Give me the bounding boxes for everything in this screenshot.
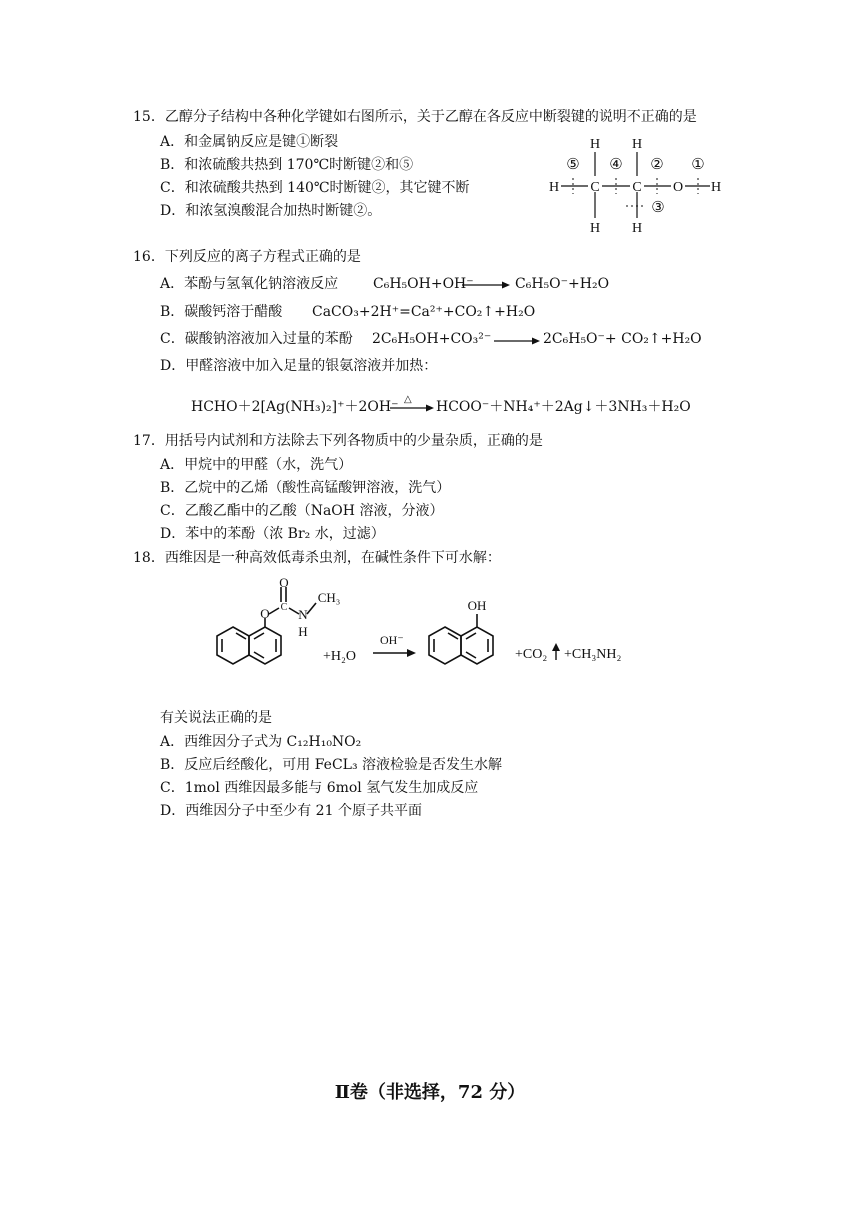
q16-option-b-eq: CaCO₃+2H⁺=Ca²⁺+CO₂↑+H₂O (312, 304, 536, 320)
reactant-carbonyl-oxygen: O (279, 578, 289, 590)
bond-label-3: ③ (651, 200, 665, 216)
product-naphthol-ring (429, 614, 493, 664)
q16-option-c-left: 2C₆H₅OH+CO₃²⁻ (372, 331, 492, 347)
reactant-carbonyl-carbon: C (280, 602, 288, 613)
atom-h-top-2: H (631, 137, 643, 152)
q16-option-c-right: 2C₆H₅O⁻+ CO₂↑+H₂O (543, 331, 702, 347)
q16-option-d-left: HCHO＋2[Ag(NH₃)₂]⁺＋2OH⁻ (191, 399, 399, 415)
atom-c-2: C (632, 180, 642, 195)
atom-h-right: H (710, 180, 722, 195)
atom-h-left: H (548, 180, 560, 195)
q18-option-b: B．反应后经酸化，可用 FeCL₃ 溶液检验是否发生水解 (160, 757, 503, 773)
reactant-nh-hydrogen: H (298, 624, 308, 639)
bond-label-2: ② (650, 157, 664, 173)
section-title: Ⅱ卷（非选择，72 分） (334, 1082, 526, 1103)
bond-label-5: ⑤ (566, 157, 580, 173)
q16-option-a-left: C₆H₅OH+OH⁻ (373, 276, 474, 292)
q16-option-b-text: B．碳酸钙溶于醋酸 (160, 304, 283, 320)
q18-option-a: A．西维因分子式为 C₁₂H₁₀NO₂ (160, 734, 362, 750)
q16-c-arrow (494, 336, 540, 346)
atom-c-1: C (590, 180, 600, 195)
q15-option-d: D．和浓氢溴酸混合加热时断键②。 (160, 203, 382, 219)
product-co2: +CO₂ (515, 647, 548, 662)
q15-option-c: C．和浓硫酸共热到 140℃时断键②，其它键不断 (160, 180, 470, 196)
reactant-nitrogen: N (298, 607, 308, 622)
carbaryl-hydrolysis-reaction (195, 578, 655, 693)
q16-option-c-text: C．碳酸钠溶液加入过量的苯酚 (160, 331, 353, 347)
q16-option-a-text: A．苯酚与氢氧化钠溶液反应 (160, 276, 339, 292)
bond-label-1: ① (691, 157, 705, 173)
q17-option-a: A．甲烷中的甲醛（水，洗气） (160, 457, 353, 473)
q16-d-arrow (390, 403, 434, 413)
hydroxide-catalyst: OH⁻ (380, 633, 404, 647)
q15-option-b: B．和浓硫酸共热到 170℃时断键②和⑤ (160, 157, 414, 173)
q18-stem: 18．西维因是一种高效低毒杀虫剂，在碱性条件下可水解： (133, 550, 501, 566)
plus-water: +H₂O (323, 649, 356, 664)
q18-option-d: D．西维因分子中至少有 21 个原子共平面 (160, 803, 422, 819)
reactant-methyl: CH₃ (317, 590, 341, 605)
q18-intro: 有关说法正确的是 (160, 710, 272, 726)
atom-o: O (672, 180, 684, 195)
atom-h-top-1: H (589, 137, 601, 152)
atom-h-bottom-2: H (631, 221, 643, 236)
q15-stem: 15．乙醇分子结构中各种化学键如右图所示，关于乙醇在各反应中断裂键的说明不正确的是 (133, 109, 697, 125)
q17-stem: 17．用括号内试剂和方法除去下列各物质中的少量杂质，正确的是 (133, 433, 543, 449)
q17-option-c: C．乙酸乙酯中的乙酸（NaOH 溶液，分液） (160, 503, 444, 519)
q18-option-c: C．1mol 西维因最多能与 6mol 氢气发生加成反应 (160, 780, 479, 796)
ethanol-bond-diagram (540, 136, 740, 238)
q16-stem: 16．下列反应的离子方程式正确的是 (133, 249, 361, 265)
q16-option-d-right: HCOO⁻＋NH₄⁺＋2Ag↓＋3NH₃＋H₂O (436, 399, 691, 415)
q16-a-arrow (462, 280, 510, 290)
product-methylamine: +CH₃NH₂ (564, 647, 622, 662)
reactant-ester-oxygen: O (260, 606, 270, 621)
q16-option-a-right: C₆H₅O⁻+H₂O (515, 276, 610, 292)
atom-h-bottom-1: H (589, 221, 601, 236)
q17-option-d: D．苯中的苯酚（浓 Br₂ 水，过滤） (160, 526, 385, 542)
bond-label-4: ④ (609, 157, 623, 173)
q17-option-b: B．乙烷中的乙烯（酸性高锰酸钾溶液，洗气） (160, 480, 451, 496)
q15-option-a: A．和金属钠反应是键①断裂 (160, 134, 339, 150)
q16-option-d-text: D．甲醛溶液中加入足量的银氨溶液并加热： (160, 358, 438, 374)
product-hydroxyl: OH (467, 598, 487, 613)
q16-d-heat-symbol: △ (404, 394, 412, 405)
